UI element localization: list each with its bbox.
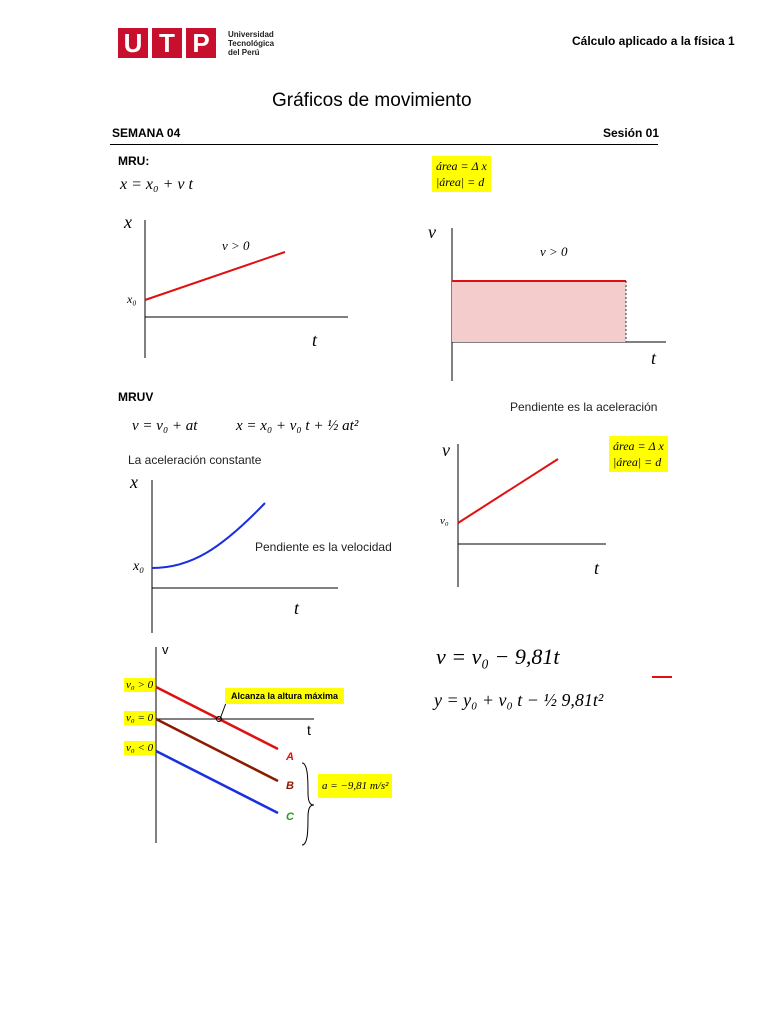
mruv-position-graph bbox=[120, 480, 340, 635]
line-label-b: B bbox=[286, 780, 294, 792]
group-brace bbox=[302, 763, 314, 845]
mruv-area-box: área = Δ x |área| = d bbox=[609, 436, 668, 472]
mru-graph2-ylabel: v bbox=[428, 222, 436, 242]
line-label-a: A bbox=[286, 751, 294, 763]
mru-graph1-condition: v > 0 bbox=[222, 238, 250, 253]
callout-max-height: Alcanza la altura máxima bbox=[225, 688, 344, 704]
mruv-graph-x-intercept: x₀ bbox=[133, 559, 145, 574]
mruv-graph-x-ylabel: x bbox=[130, 472, 138, 492]
free-fall-xlabel: t bbox=[307, 722, 311, 738]
acceleration-box: a = −9,81 m/s² bbox=[318, 774, 392, 798]
logo-text: Universidad Tecnológica del Perú bbox=[228, 30, 275, 57]
mru-equation: x = x₀ + v t bbox=[120, 176, 193, 193]
week-label: SEMANA 04 bbox=[112, 126, 181, 140]
line-label-c: C bbox=[286, 811, 294, 823]
mru-label: MRU: bbox=[118, 154, 150, 168]
position-line bbox=[145, 252, 285, 300]
mru-graph1-intercept: x₀ bbox=[127, 292, 137, 306]
mruv-graph-v-ylabel: v bbox=[442, 440, 450, 460]
area-fill bbox=[452, 281, 626, 342]
mruv-velocity-equation: v = v₀ + at bbox=[132, 418, 198, 434]
mru-graph2-xlabel: t bbox=[651, 348, 657, 368]
logo-letter-u: U bbox=[118, 28, 148, 58]
free-fall-position-equation: y = y₀ + v₀ t − ½ 9,81t² bbox=[434, 690, 604, 710]
condition-v0-negative: v₀ < 0 bbox=[126, 742, 154, 754]
mruv-position-equation: x = x₀ + v₀ t + ½ at² bbox=[236, 418, 359, 434]
course-title: Cálculo aplicado a la física 1 bbox=[572, 34, 735, 48]
mruv-graph-v-xlabel: t bbox=[594, 558, 600, 578]
line-c bbox=[156, 751, 278, 813]
free-fall-velocity-graph bbox=[118, 645, 398, 845]
condition-v0-zero: v₀ = 0 bbox=[126, 712, 154, 724]
mru-graph2-condition: v > 0 bbox=[540, 244, 568, 259]
logo-letter-t: T bbox=[152, 28, 182, 58]
note-constant-acceleration: La aceleración constante bbox=[128, 453, 262, 467]
mru-graph1-ylabel: x bbox=[124, 212, 132, 232]
free-fall-velocity-equation: v = v₀ − 9,81t bbox=[436, 644, 560, 669]
velocity-line bbox=[458, 459, 558, 523]
page-title: Gráficos de movimiento bbox=[272, 90, 472, 111]
mru-area-box: área = Δ x |área| = d bbox=[432, 156, 491, 192]
mruv-label: MRUV bbox=[118, 390, 154, 404]
mruv-velocity-graph bbox=[440, 444, 610, 589]
logo-letter-p: P bbox=[186, 28, 216, 58]
mruv-graph-x-xlabel: t bbox=[294, 598, 300, 618]
position-curve bbox=[152, 503, 265, 568]
session-label: Sesión 01 bbox=[603, 126, 660, 140]
condition-v0-positive: v₀ > 0 bbox=[126, 679, 154, 691]
header-divider bbox=[110, 144, 658, 145]
note-slope-acceleration: Pendiente es la aceleración bbox=[510, 400, 658, 414]
line-b bbox=[156, 719, 278, 781]
mruv-graph-v-intercept: v₀ bbox=[440, 515, 449, 527]
free-fall-ylabel: v bbox=[162, 642, 169, 657]
note-slope-velocity: Pendiente es la velocidad bbox=[255, 540, 392, 554]
decorative-red-dash bbox=[652, 676, 672, 678]
callout-pointer bbox=[220, 703, 226, 719]
mru-graph1-xlabel: t bbox=[312, 330, 318, 350]
